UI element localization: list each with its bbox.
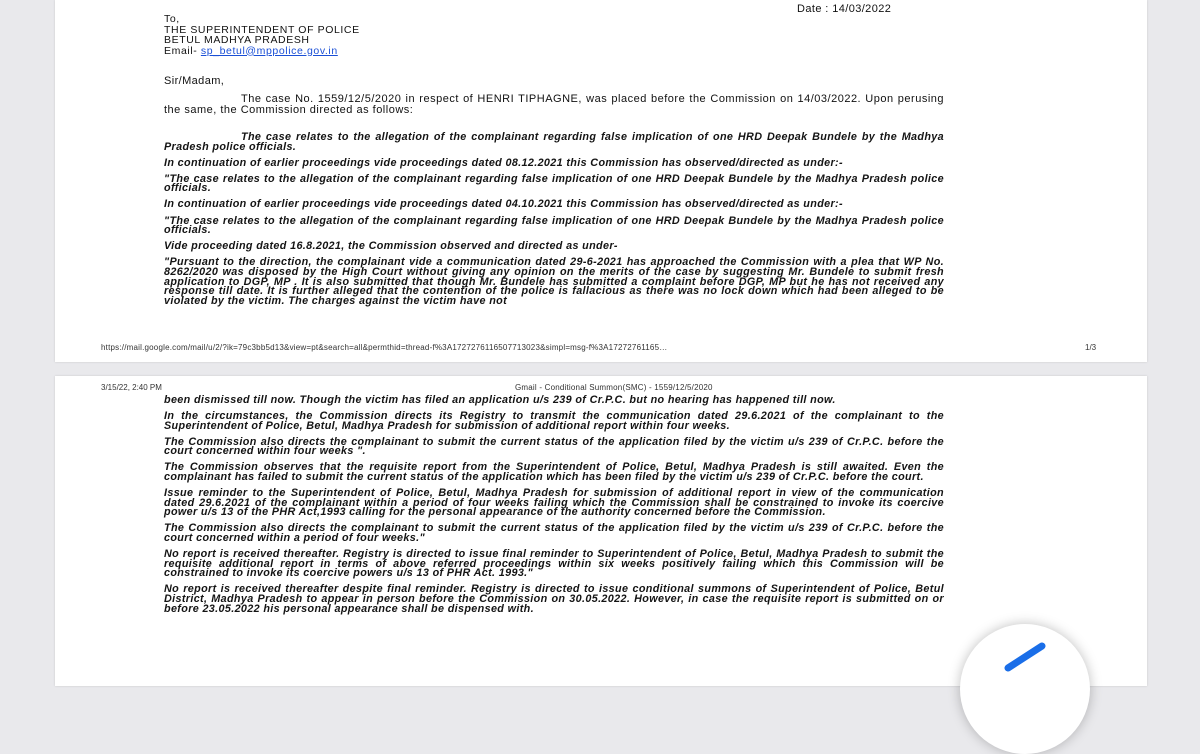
- print-header-title: Gmail - Conditional Summon(SMC) - 1559/12/5/2020: [515, 383, 713, 392]
- paragraph: The Commission also directs the complainant to submit the current status of the application filed by the victim u/s 239 of Cr.P.C. before the court concerned within a period of four weeks.": [164, 522, 944, 545]
- proceedings-text-page-1: [164, 133, 944, 313]
- paragraph: The Commission also directs the complainant to submit the current status of the application filed by the victim u/s 239 of Cr.P.C. before the court concerned within four weeks ".: [164, 435, 944, 458]
- address-line-2: BETUL MADHYA PRADESH: [164, 34, 310, 46]
- salutation: Sir/Madam,: [164, 75, 225, 87]
- paragraph: In continuation of earlier proceedings vide proceedings dated 04.10.2021 this Commission has observed/directed as under:-: [164, 198, 843, 211]
- paragraph: The Commission observes that the requisite report from the Superintendent of Police, Betul, Madhya Pradesh is still awaited. Even the complainant has failed to submit the current status of the application which has been filed by the victim u/s 239 of Cr.P.C. before the court.: [164, 461, 944, 484]
- paragraph: Issue reminder to the Superintendent of Police, Betul, Madhya Pradesh for submission of additional report in view of the communication dated 29.6.2021 of the complainant within a period of four weeks failing which the Commission shall be constrained to invoke its coercive power u/s 13 of the PHR Act,1993 calling for the personal appearance of the authority concerned before the Commission.: [164, 487, 944, 519]
- edit-fab-button[interactable]: [960, 624, 1090, 754]
- paragraph: been dismissed till now. Though the victim has filed an application u/s 239 of Cr.P.C. but no hearing has happened till now.: [164, 394, 836, 406]
- paragraph: In the circumstances, the Commission directs its Registry to transmit the communication dated 29.6.2021 of the complainant to the Superintendent of Police, Betul, Madhya Pradesh for submission of additional report within four weeks.: [164, 410, 944, 432]
- recipient-address: [164, 14, 360, 56]
- paragraph: "The case relates to the allegation of the complainant regarding false implication of one HRD Deepak Bundele by the Madhya Pradesh police officials.: [164, 214, 944, 237]
- print-footer-url: https://mail.google.com/mail/u/2/?ik=79c3bb5d13&view=pt&search=all&permthid=thread-f%3A1727276116507713023&simpl=msg-f%3A17272761165…: [101, 343, 668, 352]
- paragraph: No report is received thereafter despite final reminder. Registry is directed to issue conditional summons of Superintendent of Police, Betul District, Madhya Pradesh to appear in person before the Commission on 30.05.2022. However, in case the requisite report is submitted on or before 23.05.2022 his personal appearance shall be dispensed with.: [164, 583, 944, 615]
- paragraph: "The case relates to the allegation of the complainant regarding false implication of one HRD Deepak Bundele by the Madhya Pradesh police officials.: [164, 172, 944, 195]
- paragraph: No report is received thereafter. Registry is directed to issue final reminder to Superintendent of Police, Betul, Madhya Pradesh to submit the requisite additional report in terms of above referred proceedings within six weeks positively failing which this Commission will be constrained to invoke its coercive powers u/s 13 of PHR Act. 1993.": [164, 548, 944, 580]
- proceedings-text-page-2: [164, 396, 944, 621]
- paragraph: "Pursuant to the direction, the complainant vide a communication dated 29-6-2021 has approached the Commission with a plea that WP No. 8262/2020 was disposed by the High Court without giving any opinion on the merits of the case by suggesting Mr. Bundele to submit fresh application to DGP, MP . It is also submitted that though Mr. Bundele has submitted a complaint before DGP, MP but he has not received any response till date. It is further alleged that the contention of the police is fallacious as there was no lock down which had been alleged to be violated by the victim. The charges against the victim have not: [164, 256, 944, 307]
- edit-pencil-icon: [1000, 638, 1050, 674]
- paragraph: In continuation of earlier proceedings vide proceedings dated 08.12.2021 this Commission has observed/directed as under:-: [164, 156, 843, 169]
- address-line-1: THE SUPERINTENDENT OF POLICE: [164, 23, 360, 36]
- address-email-row: [164, 46, 360, 57]
- address-to: To,: [164, 13, 180, 25]
- email-link[interactable]: sp_betul@mppolice.gov.in: [200, 44, 338, 57]
- print-footer-page-number: 1/3: [1085, 343, 1097, 352]
- paragraph: Vide proceeding dated 16.8.2021, the Commission observed and directed as under-: [164, 240, 618, 253]
- intro-paragraph: The case No. 1559/12/5/2020 in respect of HENRI TIPHAGNE, was placed before the Commission on 14/03/2022. Upon perusing the same, the Commission directed as follows:: [164, 93, 944, 116]
- letter-date: Date : 14/03/2022: [797, 3, 892, 15]
- document-page-1: [55, 0, 1147, 362]
- print-header-datetime: 3/15/22, 2:40 PM: [101, 383, 162, 392]
- email-label: Email-: [164, 44, 201, 57]
- paragraph: The case relates to the allegation of the complainant regarding false implication of one HRD Deepak Bundele by the Madhya Pradesh police officials.: [164, 131, 944, 153]
